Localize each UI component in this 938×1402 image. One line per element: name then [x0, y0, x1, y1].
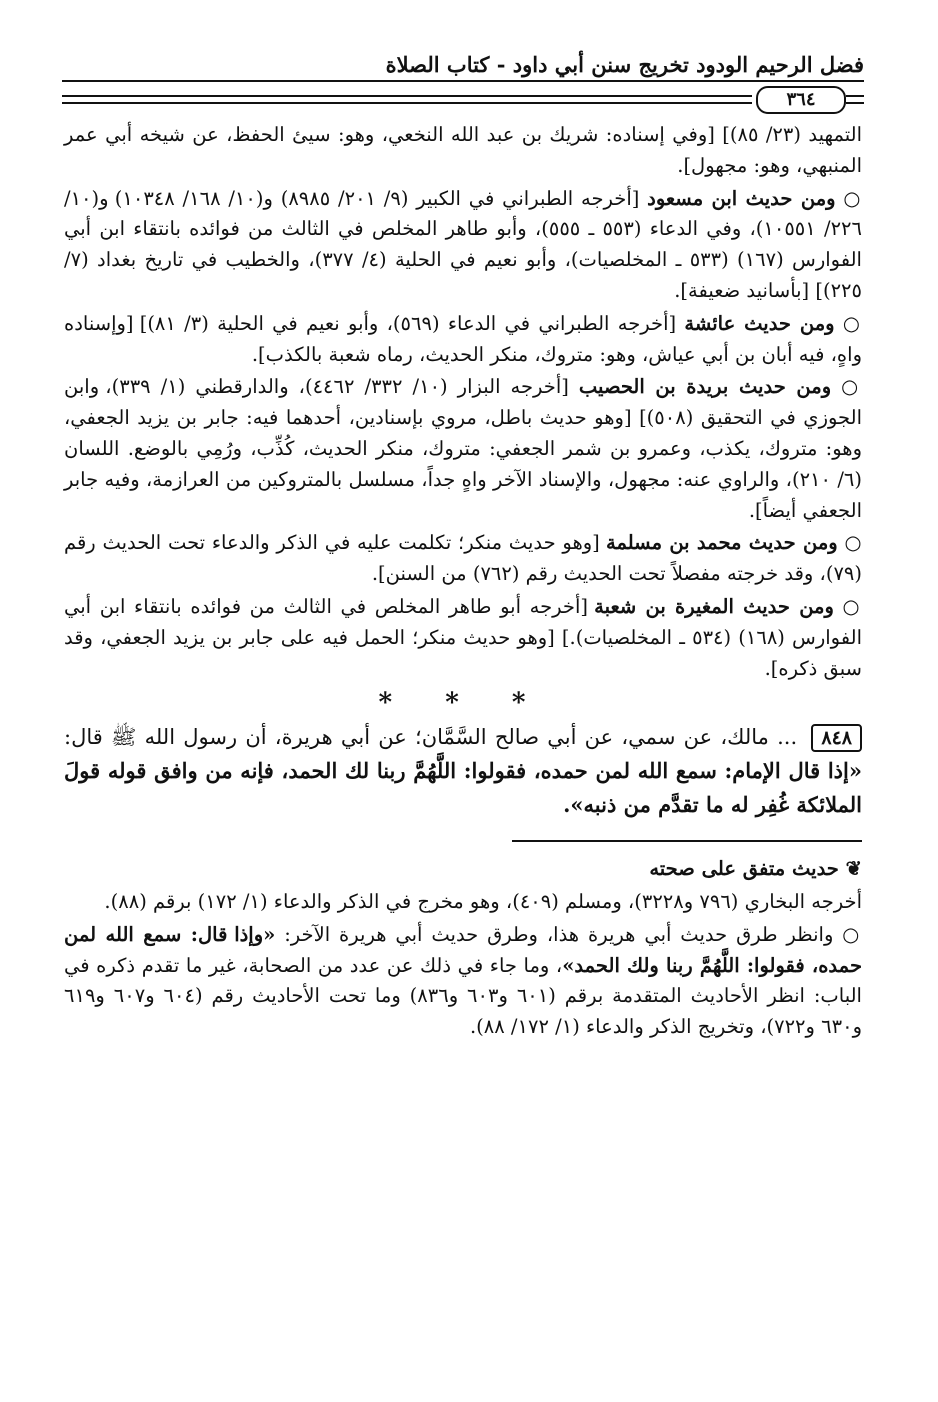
entry-lead: ومن حديث محمد بن مسلمة — [605, 531, 838, 555]
entry-body: [أخرجه البزار (١٠/ ٣٣٢/ ٤٤٦٢)، والدارقطني (١/ ٣٣٩)، وابن الجوزي في التحقيق (٥٠٨)] [وهو حديث باطل، مروي بإسنادين، أحدهما فيه: جابر بن يزيد الجعفي، وهو: متروك، يكذب، وعمرو بن شمر الجعفي: متروك، منكر الحديث، كُذِّب، ورُمِي بالوضع. اللسان (٦/ ٢١٠)، والراوي عنه: مجهول، والإسناد الآخر واهٍ جداً، مسلسل بالمتروكين من العرازمة، وفيه جابر الجعفي أيضاً]. — [64, 375, 862, 522]
entry-buraydah — [64, 372, 862, 526]
page-content — [64, 120, 862, 1045]
grading-heading — [64, 854, 862, 885]
page-number: ٣٦٤ — [756, 86, 846, 114]
hadith-matn: «إذا قال الإمام: سمع الله لمن حمده، فقولوا: اللَّهُمَّ ربنا لك الحمد، فإنه من وافق قوله قولَ الملائكة غُفِر له ما تقدَّم من ذنبه». — [64, 758, 862, 818]
header-double-rule-right — [846, 95, 864, 104]
entry-body: [أخرجه الطبراني في الكبير (٩/ ٢٠١/ ٨٩٨٥) و(١٠/ ١٦٨/ ١٠٣٤٨) و(١٠/ ٢٢٦/ ١٠٥٥١)، وفي الدعاء (٥٥٣ ـ ٥٥٥)، وأبو طاهر المخلص في الثالث من فوائده بانتقاء ابن أبي الفوارس (١٦٧) (٥٣٣ ـ المخلصيات)، وأبو نعيم في الحلية (٤/ ٣٧٧)، والخطيب في تاريخ بغداد (٧/ ٢٢٥)] [بأسانيد ضعيفة]. — [64, 186, 862, 302]
circle-bullet: ○ — [844, 531, 863, 555]
entry-aisha — [64, 309, 862, 371]
footnote-separator — [512, 840, 862, 842]
hadith-number-badge: ٨٤٨ — [811, 724, 862, 752]
entry-ibn-masud — [64, 184, 862, 307]
see-also-quote: «وإذا قال: سمع الله لمن حمده، فقولوا: اللَّهُمَّ ربنا ولك الحمد» — [64, 922, 862, 977]
paragraph-continued: التمهيد (٢٣/ ٨٥)] [وفي إسناده: شريك بن عبد الله النخعي، وهو: سيئ الحفظ، عن شيخه أبي عمر المنبهي، وهو: مجهول]. — [64, 123, 862, 177]
entry-lead: ومن حديث بريدة بن الحصيب — [578, 375, 832, 399]
grading-heading-text: حديث متفق على صحته — [649, 857, 839, 881]
running-title: فضل الرحيم الودود تخريج سنن أبي داود - كتاب الصلاة — [385, 52, 864, 77]
page-number-band — [62, 86, 864, 112]
circle-bullet: ○ — [842, 311, 862, 335]
entry-body: [أخرجه أبو طاهر المخلص في الثالث من فوائده بانتقاء ابن أبي الفوارس (١٦٨) (٥٣٤ ـ المخلصيات).] [وهو حديث منكر؛ الحمل فيه على جابر بن يزيد الجعفي، وقد سبق ذكره]. — [64, 594, 862, 680]
circle-bullet: ○ — [841, 375, 863, 399]
entry-lead: ومن حديث عائشة — [684, 311, 835, 335]
header-rule — [62, 80, 864, 82]
circle-bullet: ○ — [843, 186, 862, 210]
entry-body: [وهو حديث منكر؛ تكلمت عليه في الذكر والدعاء تحت الحديث رقم (٧٩)، وقد خرجته مفصلاً تحت الحديث رقم (٧٦٢) من السنن]. — [64, 531, 862, 586]
see-also-text-a: وانظر طرق حديث أبي هريرة هذا، وطرق حديث أبي هريرة الآخر: — [275, 922, 843, 946]
see-also-paragraph — [64, 920, 862, 1043]
section-divider-stars: * * * — [378, 688, 548, 719]
hadith-848 — [64, 721, 862, 822]
page-header — [62, 52, 864, 112]
entry-lead: ومن حديث ابن مسعود — [647, 186, 836, 210]
hadith-chain: ... مالك، عن سمي، عن أبي صالح السَّمَّان؛ عن أبي هريرة، أن رسول الله ﷺ قال: — [64, 725, 806, 750]
entry-muhammad-ibn-maslamah — [64, 528, 862, 590]
entry-lead: ومن حديث المغيرة بن شعبة — [594, 594, 834, 618]
entry-body: [أخرجه الطبراني في الدعاء (٥٦٩)، وأبو نعيم في الحلية (٣/ ٨١)] [وإسناده واهٍ، فيه أبان بن أبي عياش، وهو: متروك، منكر الحديث، رماه شعبة بالكذب]. — [64, 311, 862, 366]
circle-bullet: ○ — [842, 922, 863, 946]
flower-icon: ❦ — [845, 857, 862, 881]
takhrij-paragraph: أخرجه البخاري (٧٩٦ و٣٢٢٨)، ومسلم (٤٠٩)، وهو مخرج في الذكر والدعاء (١/ ١٧٢) برقم (٨٨). — [104, 889, 862, 913]
entry-mughirah — [64, 592, 862, 684]
header-double-rule-left — [62, 95, 752, 104]
circle-bullet: ○ — [842, 594, 862, 618]
see-also-text-c: ، وما جاء في ذلك عن عدد من الصحابة، غير ما تقدم ذكره في الباب: انظر الأحاديث المتقدمة برقم (٦٠١ و٦٠٣ و٨٣٦) وما تحت الأحاديث رقم (٦٠٤ و٦٠٧ و٦١٩ و٦٣٠ و٧٢٢)، وتخريج الذكر والدعاء (١/ ١٧٢/ ٨٨). — [64, 953, 862, 1039]
